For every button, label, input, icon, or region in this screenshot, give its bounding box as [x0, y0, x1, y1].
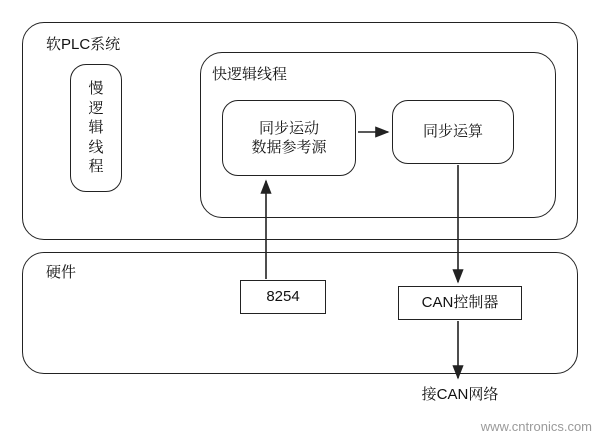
can-network-label: 接CAN网络 [421, 386, 499, 403]
sync-source-line-1: 同步运动 [258, 119, 319, 137]
sync-motion-data-source-label [222, 100, 356, 176]
hardware-label: 硬件 [46, 264, 77, 281]
sync-computation-label: 同步运算 [422, 123, 483, 141]
can-controller-label: CAN控制器 [421, 294, 499, 312]
softplc-system-label: 软PLC系统 [46, 36, 121, 53]
fast-logic-thread-label: 快逻辑线程 [212, 66, 288, 83]
slow-thread-char-2: 逻 [88, 99, 104, 117]
timer-chip-label: 8254 [266, 288, 300, 306]
slow-thread-char-5: 程 [88, 158, 104, 176]
slow-thread-char-4: 线 [88, 138, 104, 156]
sync-source-line-2: 数据参考源 [251, 139, 327, 156]
slow-logic-thread-label [70, 64, 122, 192]
slow-thread-char-1: 慢 [88, 80, 104, 98]
slow-thread-char-3: 辑 [88, 119, 104, 137]
watermark-text: www.cntronics.com [480, 419, 592, 434]
